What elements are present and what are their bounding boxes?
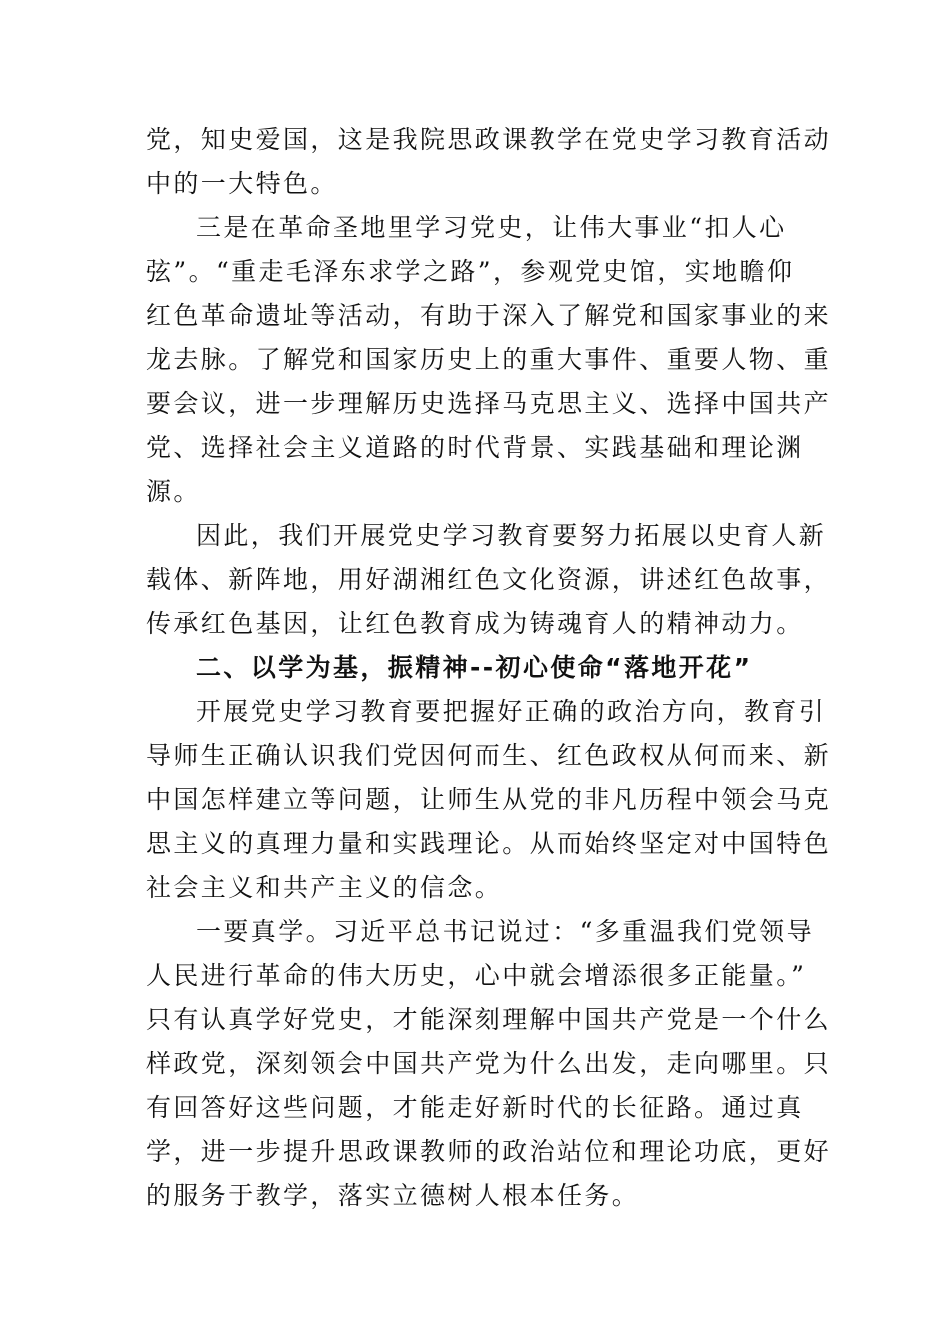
paragraph-start-line: 因此，我们开展党史学习教育要努力拓展以史育人新 [196,521,827,550]
body-line: 导师生正确认识我们党因何而生、红色政权从何而来、新 [146,741,832,770]
body-line: 的服务于教学，落实立德树人根本任务。 [146,1181,640,1210]
body-line: 样政党，深刻领会中国共产党为什么出发，走向哪里。只 [146,1049,832,1078]
body-line: 社会主义和共产主义的信念。 [146,873,503,902]
body-line: 弦”。“重走毛泽东求学之路”，参观党史馆，实地瞻仰 [146,257,795,286]
paragraph-start-line: 三是在革命圣地里学习党史，让伟大事业“扣人心 [196,213,787,242]
body-line: 学，进一步提升思政课教师的政治站位和理论功底，更好 [146,1137,832,1166]
body-line: 思主义的真理力量和实践理论。从而始终坚定对中国特色 [146,829,832,858]
body-line: 传承红色基因，让红色教育成为铸魂育人的精神动力。 [146,609,804,638]
body-line: 载体、新阵地，用好湖湘红色文化资源，讲述红色故事， [146,565,832,594]
body-line: 只有认真学好党史，才能深刻理解中国共产党是一个什么 [146,1005,832,1034]
body-line: 红色革命遗址等活动，有助于深入了解党和国家事业的来 [146,301,832,330]
body-line: 源。 [146,477,201,506]
body-line: 龙去脉。了解党和国家历史上的重大事件、重要人物、重 [146,345,832,374]
body-line: 中的一大特色。 [146,169,338,198]
body-line: 党，知史爱国，这是我院思政课教学在党史学习教育活动 [146,125,832,154]
body-line: 有回答好这些问题，才能走好新时代的长征路。通过真 [146,1093,804,1122]
paragraph-start-line: 开展党史学习教育要把握好正确的政治方向，教育引 [196,697,827,726]
body-line: 人民进行革命的伟大历史，心中就会增添很多正能量。” [146,961,807,990]
paragraph-start-line: 一要真学。习近平总书记说过：“多重温我们党领导 [196,917,814,946]
section-heading: 二、以学为基，振精神--初心使命“落地开花” [196,653,753,682]
body-line: 要会议，进一步理解历史选择马克思主义、选择中国共产 [146,389,832,418]
body-line: 中国怎样建立等问题，让师生从党的非凡历程中领会马克 [146,785,832,814]
body-line: 党、选择社会主义道路的时代背景、实践基础和理论渊 [146,433,804,462]
